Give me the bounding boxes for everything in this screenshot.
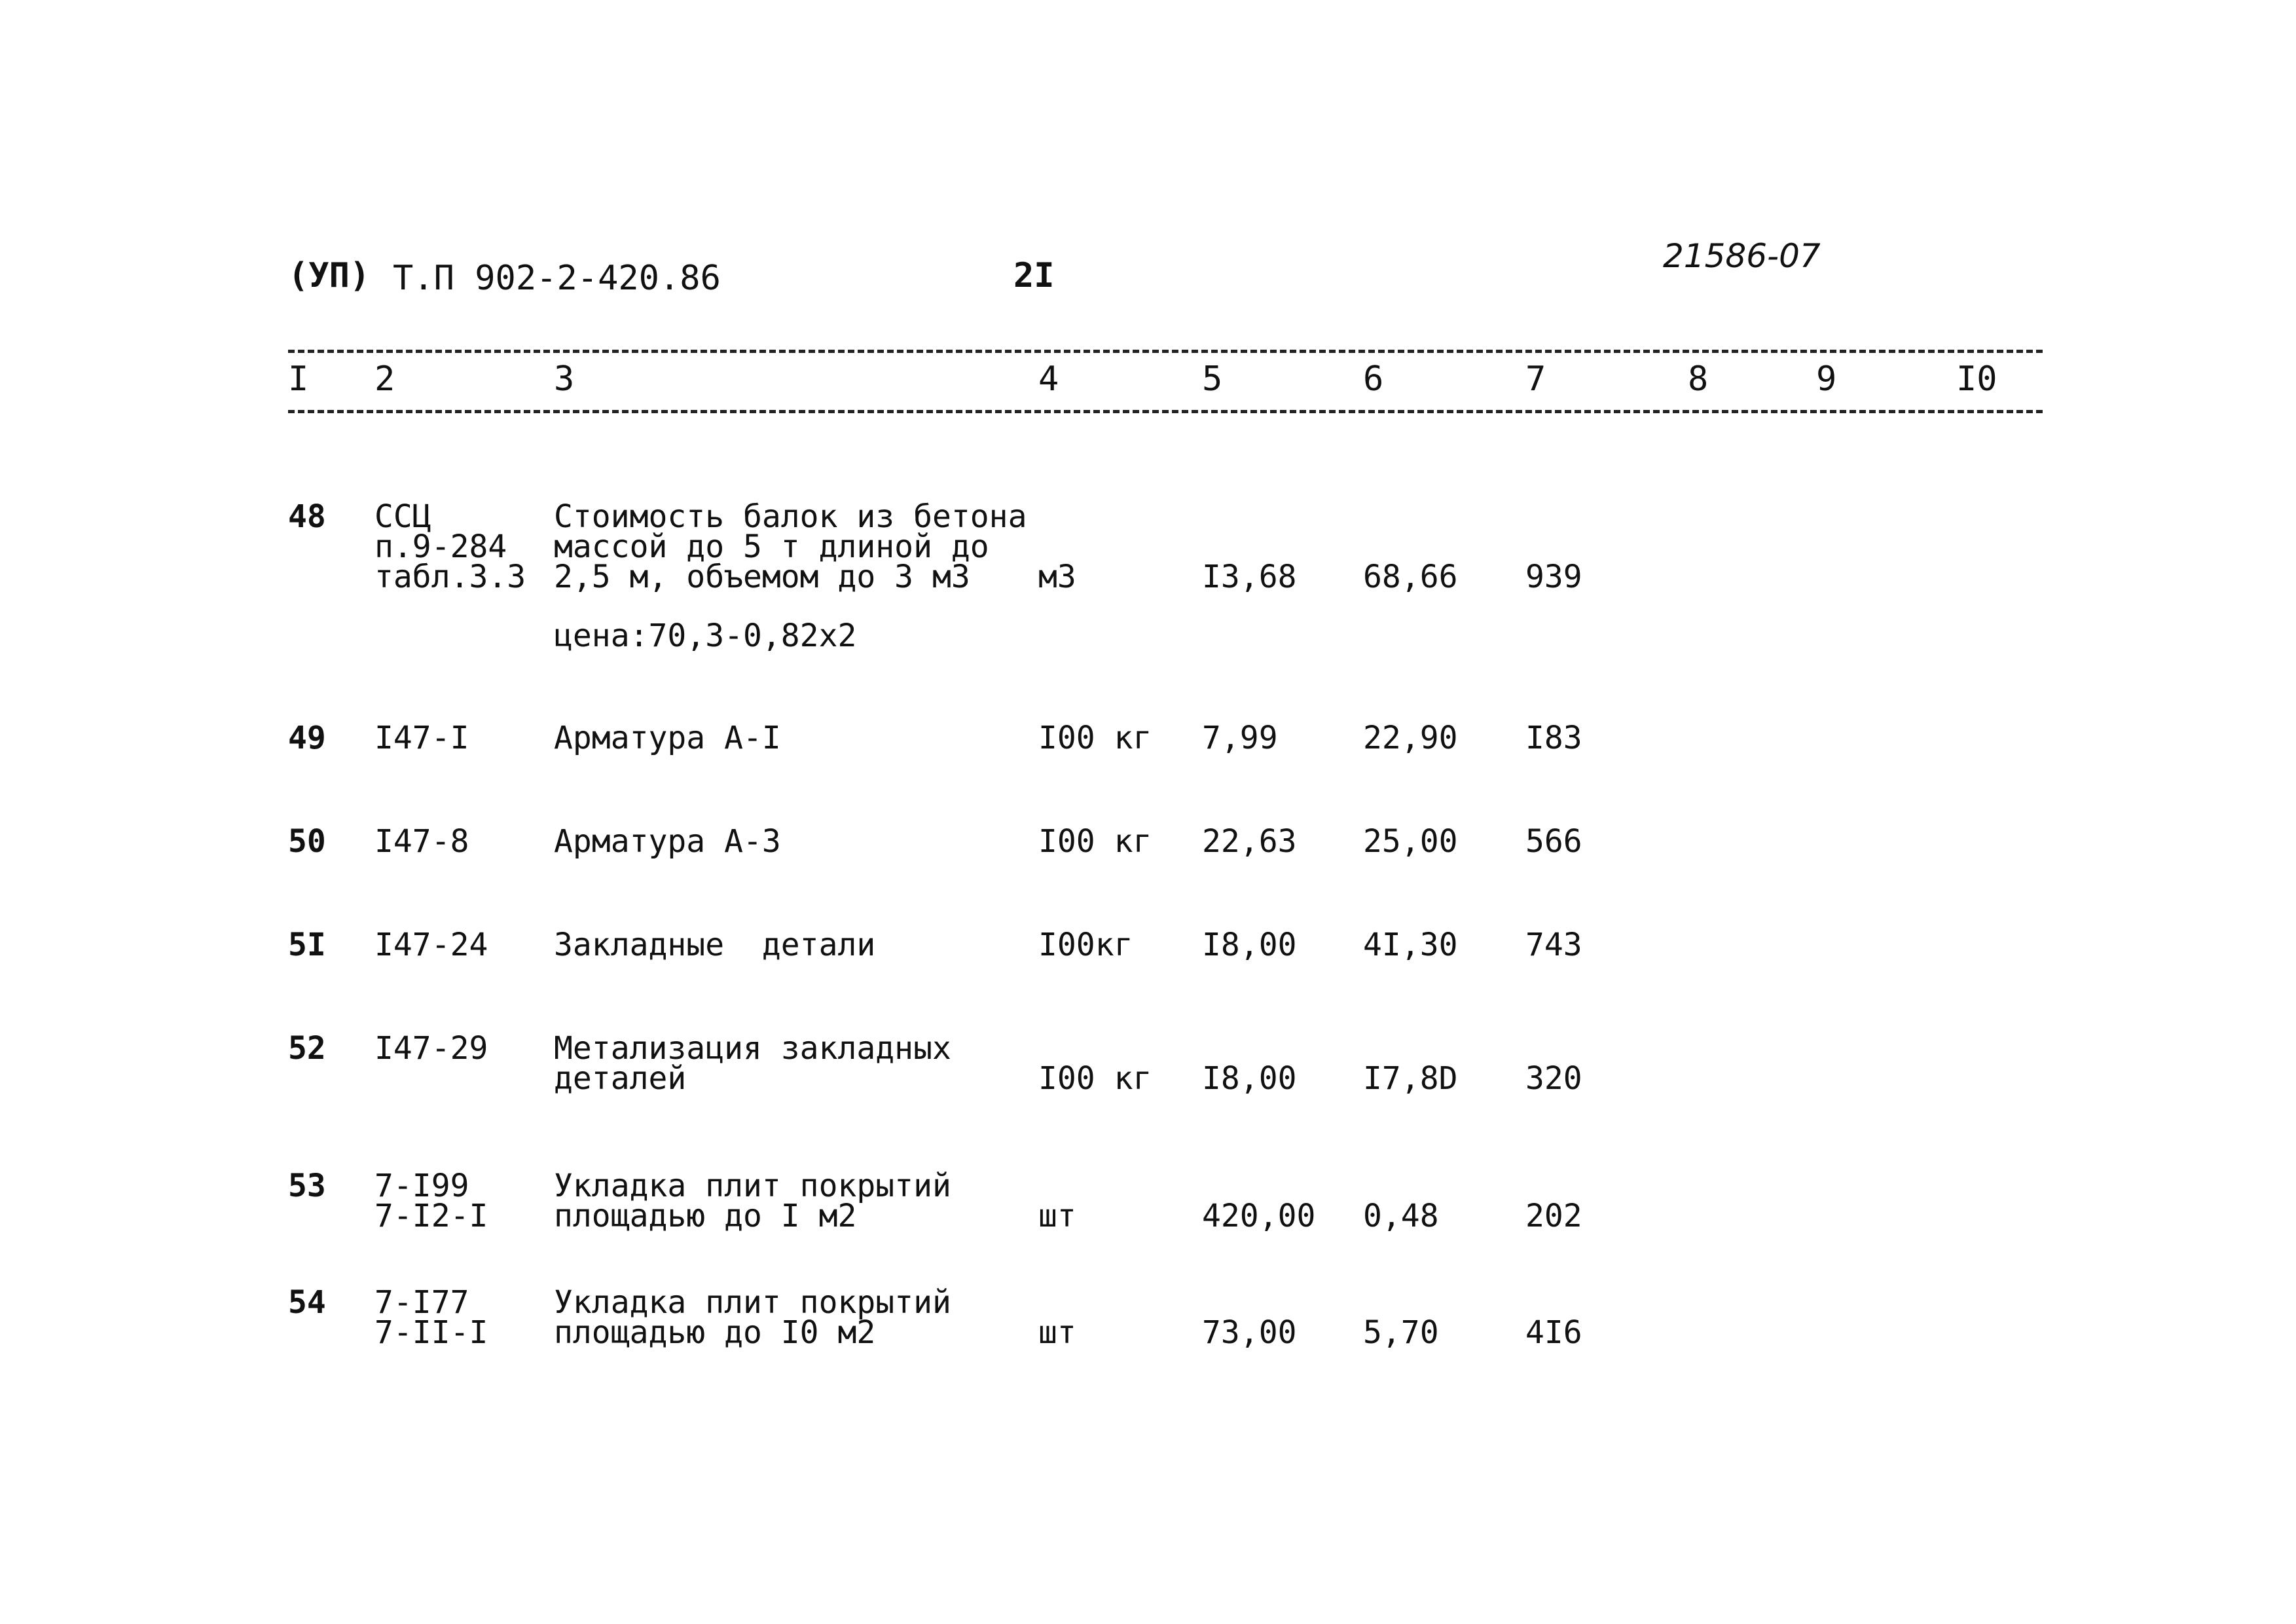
row-unit-price: 25,00 [1363, 823, 1458, 860]
row-unit: шт [1038, 1314, 1076, 1351]
row-quantity: I8,00 [1202, 927, 1297, 963]
row-total: 202 [1525, 1198, 1582, 1234]
column-header-9: 9 [1816, 360, 1837, 399]
row-description: Метализация закладных деталей [554, 1030, 951, 1097]
row-quantity: 7,99 [1202, 720, 1278, 756]
row-total: 939 [1525, 559, 1582, 595]
row-unit-price: I7,8D [1363, 1060, 1458, 1097]
row-total: 320 [1525, 1060, 1582, 1097]
column-header-7: 7 [1525, 360, 1546, 399]
column-header-1: I [288, 360, 309, 399]
code-prefix: (УП) [288, 256, 371, 295]
row-total: 4I6 [1525, 1314, 1582, 1351]
row-unit: I00 кг [1038, 720, 1152, 756]
row-code: I47-8 [374, 823, 469, 860]
row-total: I83 [1525, 720, 1582, 756]
page-number: 2I [1013, 256, 1055, 295]
row-unit: I00кг [1038, 927, 1133, 963]
column-header-5: 5 [1202, 360, 1223, 399]
row-description: Укладка плит покрытий площадью до I0 м2 [554, 1284, 951, 1351]
row-quantity: 73,00 [1202, 1314, 1297, 1351]
row-number: 50 [288, 823, 326, 860]
row-number: 48 [288, 498, 326, 535]
row-code: ССЦ п.9-284 табл.3.3 [374, 498, 526, 595]
header-top-rule [288, 350, 2043, 353]
project-number: Т.П 902-2-420.86 [393, 259, 721, 298]
row-number: 53 [288, 1168, 326, 1204]
column-header-8: 8 [1688, 360, 1709, 399]
row-number: 49 [288, 720, 326, 756]
row-description: Закладные детали [554, 927, 876, 963]
row-total: 743 [1525, 927, 1582, 963]
row-unit: I00 кг [1038, 823, 1152, 860]
row-code: I47-29 [374, 1030, 488, 1067]
column-header-3: 3 [554, 360, 575, 399]
row-unit-price: 5,70 [1363, 1314, 1439, 1351]
row-quantity: 420,00 [1202, 1198, 1316, 1234]
column-header-4: 4 [1038, 360, 1059, 399]
row-description: Стоимость балок из бетона массой до 5 т длиной до 2,5 м, объемом до 3 м3 [554, 498, 1027, 595]
row-description: Арматура А-3 [554, 823, 781, 860]
column-header-2: 2 [374, 360, 395, 399]
column-header-10: I0 [1956, 360, 1997, 399]
row-code: 7-I77 7-II-I [374, 1284, 488, 1351]
row-quantity: I3,68 [1202, 559, 1297, 595]
row-quantity: 22,63 [1202, 823, 1297, 860]
row-number: 5I [288, 927, 326, 963]
row-code: 7-I99 7-I2-I [374, 1168, 488, 1234]
row-code: I47-24 [374, 927, 488, 963]
row-unit-price: 22,90 [1363, 720, 1458, 756]
row-unit-price: 4I,30 [1363, 927, 1458, 963]
row-code: I47-I [374, 720, 469, 756]
row-quantity: I8,00 [1202, 1060, 1297, 1097]
row-number: 54 [288, 1284, 326, 1321]
row-description: Укладка плит покрытий площадью до I м2 [554, 1168, 951, 1234]
column-header-6: 6 [1363, 360, 1384, 399]
row-unit-price: 68,66 [1363, 559, 1458, 595]
row-unit-price: 0,48 [1363, 1198, 1439, 1234]
header-bottom-rule [288, 410, 2043, 413]
row-unit: I00 кг [1038, 1060, 1152, 1097]
archive-number: 21586-07 [1663, 237, 1821, 275]
row-number: 52 [288, 1030, 326, 1067]
row-total: 566 [1525, 823, 1582, 860]
row-unit: м3 [1038, 559, 1076, 595]
row-unit: шт [1038, 1198, 1076, 1234]
row-description: Арматура А-I [554, 720, 781, 756]
row-price-note: цена:70,3-0,82x2 [554, 618, 857, 654]
